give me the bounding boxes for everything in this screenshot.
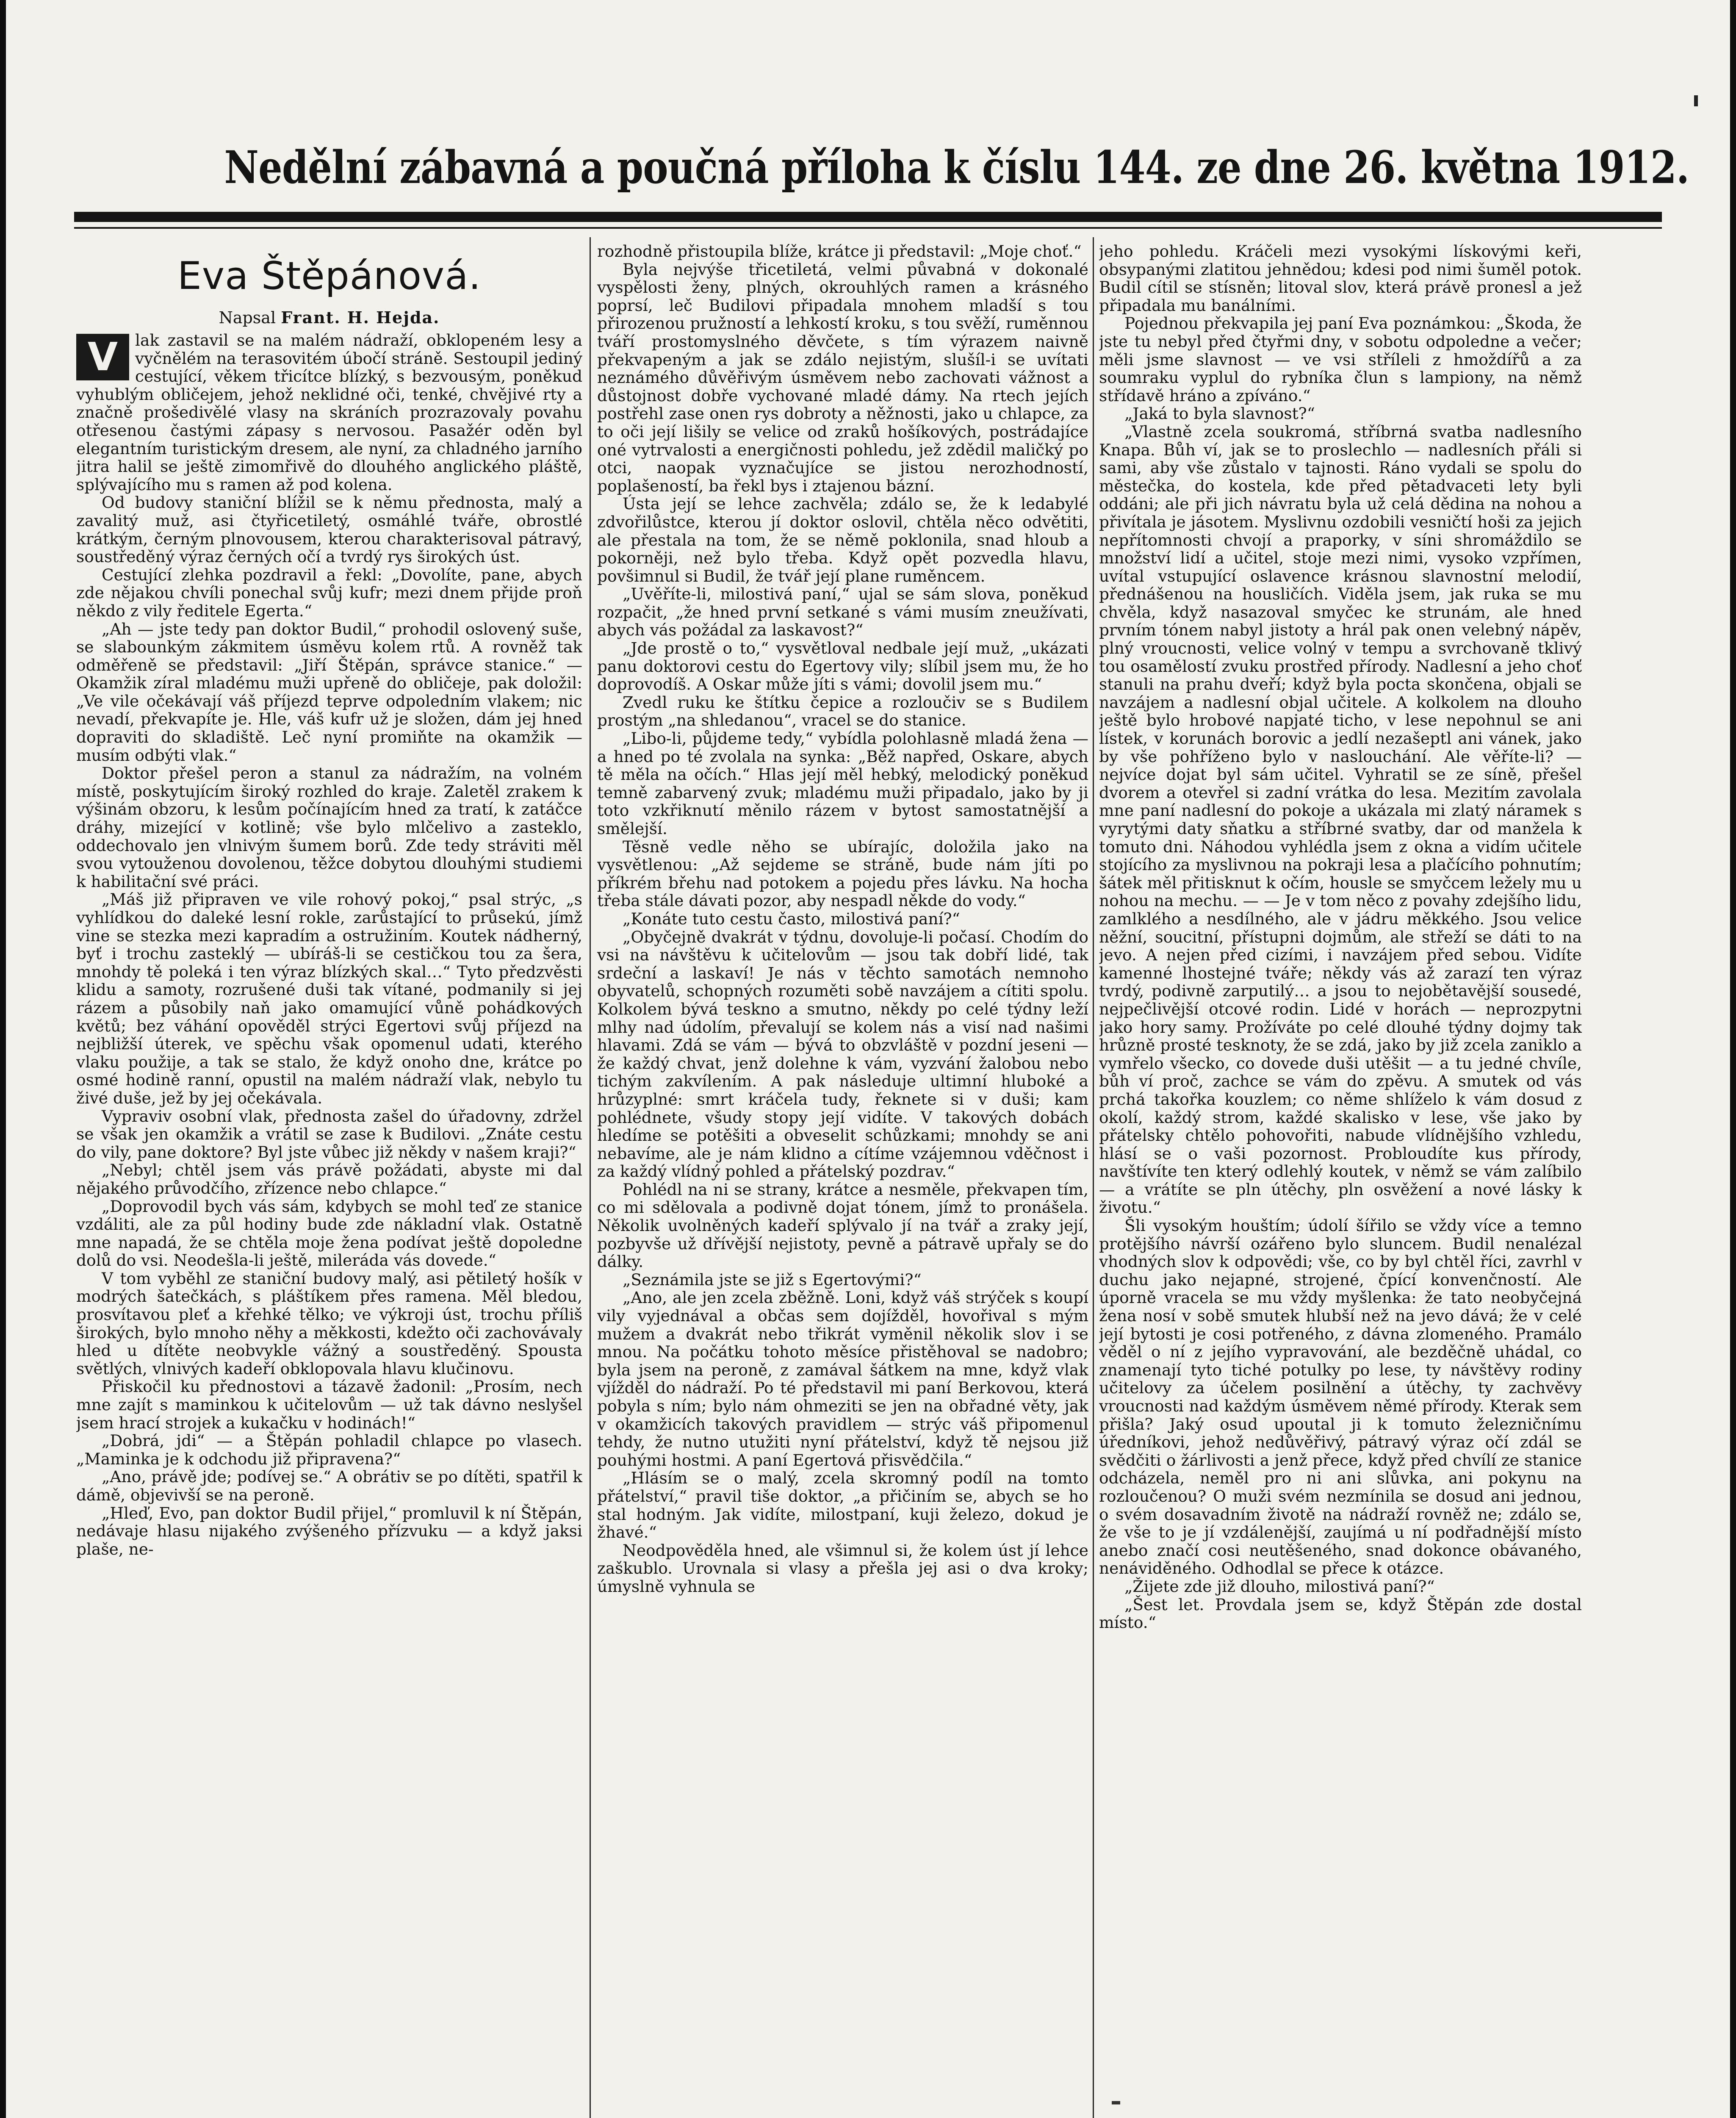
paragraph: Neodpověděla hned, ale všimnul si, že kolem úst jí lehce zaškublo. Urovnala si vlasy a přešla jej asi o dva kroky; úmyslně vyhnula se xyxy=(597,1541,1088,1596)
paragraph: „Hleď, Evo, pan doktor Budil přijel,“ promluvil k ní Štěpán, nedávaje hlasu nijakého zvýšeného přízvuku — a když jaksi plaše, ne- xyxy=(76,1503,582,1558)
masthead-rule-thin xyxy=(74,227,1662,229)
paragraph: „Uvěříte-li, milostivá paní,“ ujal se sám slova, poněkud rozpačit, „že hned první setkané s vámi musím zneužívati, abych vás požádal za laskavost?“ xyxy=(597,585,1088,640)
ink-mark xyxy=(1112,2101,1120,2104)
paragraph: jeho pohledu. Kráčeli mezi vysokými lískovými keři, obsypanými zlatitou jehnědou; kdesi pod nimi šuměl potok. Budil cítil se stísněn; litoval slov, která právě pronesl a jež připadala mu banálními. xyxy=(1099,242,1582,315)
masthead-title: Nedělní zábavná a poučná příloha k číslu 144. ze dne 26. května 1912. xyxy=(224,141,1689,194)
byline xyxy=(76,307,582,329)
paragraph: „Nebyl; chtěl jsem vás právě požádati, abyste mi dal nějakého průvodčího, zřízence nebo chlapce.“ xyxy=(76,1161,582,1198)
paragraph: Šli vysokým houštím; údolí šířilo se vždy více a temno protějšího návrší ozářeno bylo sluncem. Budil nenalézal vhodných slov k odpovědi; vše, co by byl chtěl říci, zavrhl v duchu jako nejapné, strojené, čpící konvenčností. Ale úporně vracela se mu vždy myšlenka: že tato neobyčejná žena nosí v sobě smutek hlubší než na jevo dává; že v celé její bytosti je cosi potřeného, z dávna zlomeného. Pramálo věděl o ní z jejího vypravování, ale bezděčně uhádal, co znamenají tyto tiché potulky po lese, ty návštěvy rodiny učitelovy za účelem posilnění a útěchy, ty zachvěvy vroucnosti nad každým úsměvem němé přírody. Kterak sem přišla? Jaký osud upoutal ji k tomuto železničnímu úředníkovi, jehož nedůvěřivý, pátravý výraz očí zdál se svědčiti o žárlivosti a jenž přece, když před chvílí ze stanice odcházela, neměl pro ni ani slůvka, ani pokynu na rozloučenou? O muži svém nezmínila se dosud ani jednou, o svém dosavadním životě na nádraží rovněž ne; zdálo se, že vše to je jí vzdálenější, zaujímá u ní podřadnější místo anebo značí cosi neutěšeného, snad dokonce obávaného, nenáviděného. Odhodlal se přece k otázce. xyxy=(1099,1216,1582,1578)
paragraph: „Vlastně zcela soukromá, stříbrná svatba nadlesního Knapa. Bůh ví, jak se to proslechlo — nadlesních přáli si sami, aby vše zůstalo v tajnosti. Ráno vydali se spolu do městečka, do kostela, kde před pětadvaceti lety byli oddáni; ale při jich návratu byla už celá dědina na nohou a přivítala je jásotem. Myslivnu ozdobili vesničtí hoši za jejich nepřítomnosti chvojí a praporky, v síni shromáždilo se množství lidí a učitel, stoje mezi nimi, vysoko vzpřímen, uvítal vstupující oslavence krásnou slavnostní melodií, přednášenou na housličích. Viděla jsem, jak ruka se mu chvěla, když nasazoval smyčec ke strunám, ale hned prvním tónem nabyl jistoty a hrál pak onen velebný nápěv, plný vroucnosti, velice volný v tempu a svrchovaně tklivý tou osamělostí zvuku prostřed přírody. Nadlesní a jeho choť stanuli na prahu dveří; když byla pocta skončena, objali se navzájem a nadlesní objal učitele. A kolkolem na dlouho ještě bylo hrobové napjaté ticho, v lese nepohnul se ani lístek, v korunách borovic a jedlí nezašeptl ani vánek, jako by vše pohříženo bylo v naslouchání. Ale věříte-li? — nejvíce dojat byl sám učitel. Vyhratil se ze síně, přešel dvorem a otevřel si zadní vrátka do lesa. Mezitím zavolala mne paní nadlesní do pokoje a ukázala mi zlatý náramek s vyrytými daty sňatku a stříbrné svatby, dar od manžela k tomuto dni. Náhodou vyhlédla jsem z okna a vidím učitele stojícího za myslivnou na pokraji lesa a plačícího pohnutím; šátek měl přitisknut k očím, housle se smyčcem ležely mu u nohou na mechu. — — Je v tom něco z povahy zdejšího lidu, zamlklého a nesdílného, ale v jádru měkkého. Jsou velice něžní, soucitní, přístupni dojmům, ale střeží se dáti to na jevo. A nejen před cizími, i navzájem před sebou. Vidíte kamenné lhostejné tváře; někdy vás až zarazí ten výraz tvrdý, podivně zarputilý… a jsou to nejobětavější sousedé, nejpečlivější otcové rodin. Lidé v horách — neprozpytni jako hory samy. Prožíváte po celé dlouhé týdny dojmy tak hrůzně prosté tesknoty, že se zdá, jako by již zcela zaniklo a vymřelo všecko, co dovede duši utěšit — a tu jedné chvíle, bůh ví proč, zachce se vám do zpěvu. A smutek od vás prchá takořka kouzlem; co něme shlíželo k vám dosud z okolí, každý strom, každé skalisko v lese, vše jako by přátelsky chtělo pohovořiti, nabude vlídnějšího vzhledu, hlásí se o vaši pozornost. Probloudíte kus přírody, navštívíte ten který odlehlý koutek, v němž se vám zalíbilo — a vrátíte se pln útěchy, pln osvěžení a nové lásky k životu.“ xyxy=(1099,422,1582,1217)
paragraph: Od budovy staniční blížil se k němu přednosta, malý a zavalitý muž, asi čtyřicetiletý, osmáhlé tváře, obrostlé krátkým, černým plnovousem, kterou charakterisoval pátravý, soustředěný výraz černých očí a tvrdý rys širokých úst. xyxy=(76,493,582,566)
column-divider-1 xyxy=(590,237,591,2118)
column-3-body xyxy=(1099,242,1582,1632)
paragraph xyxy=(76,331,582,493)
paragraph: „Ah — jste tedy pan doktor Budil,“ prohodil oslovený suše, se slabounkým zákmitem úsměvu kolem rtů. A rovněž tak odměřeně se představil: „Jiří Štěpán, správce stanice.“ — Okamžik zíral mladému muži upřeně do obličeje, pak doložil: „Ve vile očekávají váš příjezd teprve odpoledním vlakem; nic nevadí, překvapíte je. Hle, váš kufr už je složen, dám jej hned dopraviti do skladiště. Leč nyní promiňte na okamžik — musím odbýti vlak.“ xyxy=(76,619,582,765)
column-1 xyxy=(76,242,582,2118)
paragraph: Zvedl ruku ke štítku čepice a rozloučiv se s Budilem prostým „na shledanou“, vracel se do stanice. xyxy=(597,693,1088,730)
column-divider-2 xyxy=(1093,237,1094,2118)
paragraph: „Konáte tuto cestu často, milostivá paní?“ xyxy=(623,909,960,928)
paragraph: Ústa její se lehce zachvěla; zdálo se, že k ledabylé zdvořilůstce, kterou jí doktor oslovil, chtěla něco odvětiti, ale přestala na tom, že se němě poklonila, snad hloub a pokorněji, než bylo třeba. Když opět pozvedla hlavu, povšimnul si Budil, že tvář její plane ruměncem. xyxy=(597,494,1088,585)
paragraph-text: lak zastavil se na malém nádraží, obklopeném lesy a vyčnělém na terasovitém úbočí stráně. Sestoupil jediný cestující, věkem třicítce blízký, s bezvousým, poněkud vyhublým obličejem, jehož neklidné oči, tenké, chvějivé rty a značně prošedivělé vlasy na skráních prozrazovaly povahu otřesenou častými zápasy s nervosou. Pasažér oděn byl elegantním turistickým dresem, ale nyní, za chladného jarního jitra halil se ještě zimomřivě do dlouhého anglického pláště, splývajícího mu s ramen až pod kolena. xyxy=(76,331,582,494)
story-title: Eva Štěpánová. xyxy=(177,254,482,298)
paragraph: Pohlédl na ni se strany, krátce a nesměle, překvapen tím, co mi sdělovala a podivně dojat tónem, jímž to pronášela. Několik uvolněných kadeří splývalo jí na tvář a zraky její, pozbyvše už dřívější nejistoty, pevně a pátravě upřaly se do dálky. xyxy=(597,1180,1088,1271)
byline-author: Frant. H. Hejda. xyxy=(281,308,440,327)
paragraph: „Hlásím se o malý, zcela skromný podíl na tomto přátelství,“ pravil tiše doktor, „a přičiním se, abych se ho stal hodným. Jak vidíte, milostpaní, kuji železo, dokud je žhavé.“ xyxy=(597,1469,1088,1542)
paragraph: „Máš již připraven ve vile rohový pokoj,“ psal strýc, „s vyhlídkou do daleké lesní rokle, zarůstající to průsekú, jímž vine se stezka mezi kapradím a ostružiním. Koutek nádherný, byť i trochu zasteklý — ubíráš-li se cestičkou tou za šera, mnohdy tě poleká i ten výraz blízkých skal…“ Tyto předzvěsti klidu a samoty, rozrušené duši tak vítané, podmanily si jej rázem a působily naň jako omamující vůně pohádkových květů; bez váhání opověděl strýci Egertovi svůj příjezd na nejbližší úterek, ve spěchu však opomenul udati, kterého vlaku použije, a tak se stalo, že když onoho dne, krátce po osmé hodině ranní, opustil na malém nádraží vlak, nebylo tu živé duše, jež by jej očekávala. xyxy=(76,890,582,1107)
paragraph: „Jde prostě o to,“ vysvětloval nedbale její muž, „ukázati panu doktorovi cestu do Egertovy vily; slíbil jsem mu, že ho doprovodíš. A Oskar může jíti s vámi; dovolil jsem mu.“ xyxy=(597,639,1088,694)
paragraph: „Doprovodil bych vás sám, kdybych se mohl teď ze stanice vzdáliti, ale za půl hodiny bude zde nákladní vlak. Ostatně mne napadá, že se chtěla moje žena podívat ještě dopoledne dolů do vsi. Neodešla-li ještě, mileráda vás dovede.“ xyxy=(76,1197,582,1270)
column-3 xyxy=(1099,242,1582,2118)
paragraph: „Jaká to byla slavnost?“ xyxy=(1124,404,1315,423)
paragraph: Těsně vedle něho se ubírajíc, doložila jako na vysvětlenou: „Až sejdeme se stráně, bude nám jíti po příkrém břehu nad potokem a pojedu přes lávku. Na hocha třeba stále dávati pozor, aby nespadl někde do vody.“ xyxy=(597,837,1088,910)
paragraph: „Dobrá, jdi“ — a Štěpán pohladil chlapce po vlasech. „Maminka je k odchodu již připravena?“ xyxy=(76,1431,582,1468)
byline-prefix: Napsal xyxy=(219,308,276,327)
paragraph: „Libo-li, půjdeme tedy,“ vybídla polohlasně mladá žena — a hned po té zvolala na synka: „Běž napřed, Oskare, abych tě měla na očích.“ Hlas její měl hebký, melodický poněkud temně zabarvený zvuk; mladému muži připadalo, jako by ji toto vzkřiknutí měnilo rázem v bytost samostatnější a smělejší. xyxy=(597,729,1088,838)
margin-mark xyxy=(1694,95,1698,106)
paragraph: Přiskočil ku přednostovi a tázavě žadonil: „Prosím, nech mne zajít s maminkou k učitelovům — už tak dávno neslyšel jsem hrací strojek a kukačku v hodinách!“ xyxy=(76,1377,582,1432)
column-1-body xyxy=(76,331,582,1558)
paragraph: Pojednou překvapila jej paní Eva poznámkou: „Škoda, že jste tu nebyl před čtyřmi dny, v sobotu odpoledne a večer; měli jsme slavnost — ve vsi stříleli z hmoždířů a za soumraku vyplul do rybníka člun s lampiony, na němž střídavě hráno a zpíváno.“ xyxy=(1099,314,1582,405)
paragraph: Byla nejvýše třicetiletá, velmi půvabná v dokonalé vyspělosti ženy, plných, okrouhlých ramen a krásného poprsí, leč Budilovi připadala mnohem mladší s tou přirozenou pružností a lehkostí kroku, s tou svěží, ruměnnou tváří prostomyslného děvčete, s tím výrazem naivně překvapeným a jak se zdálo nejistým, slušíl-i se uvítati neznámého důvěřivým úsměvem nebo zachovati vážnost a důstojnost dobře vychované mladé dámy. Na rtech jejích postřehl zase onen rys dobroty a něžnosti, jako u chlapce, za to oči její lišily se velice od zraků hošíkových, postrádajíce oné vytrvalosti a energičnosti pohledu, jež zdědil maličký po otci, naopak vyznačujíce se jistou nerozhodností, poplašeností, ba řekl bys i ztajenou bázní. xyxy=(597,260,1088,495)
paragraph: V tom vyběhl ze staniční budovy malý, asi pětiletý hošík v modrých šatečkách, s pláštíkem přes ramena. Měl bledou, prosvítavou pleť a křehké tělko; ve výkroji úst, trochu příliš širokých, bylo mnoho něhy a měkkosti, kdežto oči zachovávaly hled u dítěte neobvykle vážný a soustředěný. Spousta světlých, vlnivých kadeří obklopovala hlavu klučinovu. xyxy=(76,1269,582,1378)
paragraph: „Šest let. Provdala jsem se, když Štěpán zde dostal místo.“ xyxy=(1099,1595,1582,1632)
column-2 xyxy=(597,242,1088,2118)
paragraph: „Ano, ale jen zcela zběžně. Loni, když váš strýček s koupí vily vyjednával a občas sem dojížděl, hovořival s mým mužem a dvakrát nebo třikrát vyměnil několik slov i se mnou. Na počátku tohoto měsíce přistěhoval se nadobro; byla jsem na peroně, z zamával šátkem na mne, když vlak vjížděl do nádraží. Po té představil mi paní Berkovou, která pobyla s ním; bylo nám ohmeziti se jen na obřadné věty, jak v okamžicích takových pravidlem — strýc váš připomenul tehdy, že nutno utužiti nyní přátelství, když tě nejsou již pouhými hostmi. A paní Egertová přisvědčila.“ xyxy=(597,1288,1088,1469)
paragraph: Vypraviv osobní vlak, přednosta zašel do úřadovny, zdržel se však jen okamžik a vrátil se zase k Budilovi. „Znáte cestu do vily, pane doktore? Byl jste vůbec již někdy v našem kraji?“ xyxy=(76,1106,582,1162)
column-2-body xyxy=(597,242,1088,1596)
paragraph: „Žijete zde již dlouho, milostivá paní?“ xyxy=(1124,1577,1435,1596)
paragraph: Cestující zlehka pozdravil a řekl: „Dovolíte, pane, abych zde nějakou chvíli ponechal svůj kufr; mezi dnem přijde proň někdo z vily ředitele Egerta.“ xyxy=(76,565,582,620)
drop-cap: V xyxy=(76,334,129,380)
paragraph: rozhodně přistoupila blíže, krátce ji představil: „Moje choť.“ xyxy=(597,242,1082,261)
masthead-rule-thick xyxy=(74,212,1662,222)
paragraph: „Ano, právě jde; podívej se.“ A obrátiv se po dítěti, spatřil k dámě, objevivší se na peroně. xyxy=(76,1467,582,1504)
paragraph: Doktor přešel peron a stanul za nádražím, na volném místě, poskytujícím široký rozhled do kraje. Zaletěl zrakem k výšinám obzoru, k lesům počínajícím hned za tratí, k zatáčce dráhy, mizející v kotlině; vše bylo mlčelivo a zasteklo, oddechovalo jen vlnivým šumem borů. Zde tedy stráviti měl svou vytouženou dovolenou, těžce dobytou dlouhými studiemi k habilitační své práci. xyxy=(76,764,582,891)
paragraph: „Seznámila jste se již s Egertovými?“ xyxy=(623,1270,922,1289)
paragraph: „Obyčejně dvakrát v týdnu, dovoluje-li počasí. Chodím do vsi na návštěvu k učitelovům — jsou tak dobří lidé, tak srdeční a laskaví! Je nás v těchto samotách nemnoho obyvatelů, schopných rozuměti sobě navzájem a cítiti spolu. Kolkolem bývá teskno a smutno, někdy po celé týdny leží mlhy nad údolím, převalují se kolem nás a visí nad našimi hlavami. Zdá se vám — bývá to obzvláště v pozdní jeseni — že každý chvat, jenž dolehne k vám, vyzvání žalobou nebo tichým zakvílením. A pak následuje ultimní hluboké a hrůzyplné: smrt kráčela tudy, řeknete si v duši; kam pohlédnete, všudy stopy její vidíte. V takových dobách hledíme se potěšiti a obveselit schůzkami; mnohdy se ani nebavíme, ale je nám klidno a cítíme vzájemnou vděčnost i za každý vlídný pohled a přátelský pozdrav.“ xyxy=(597,927,1088,1181)
